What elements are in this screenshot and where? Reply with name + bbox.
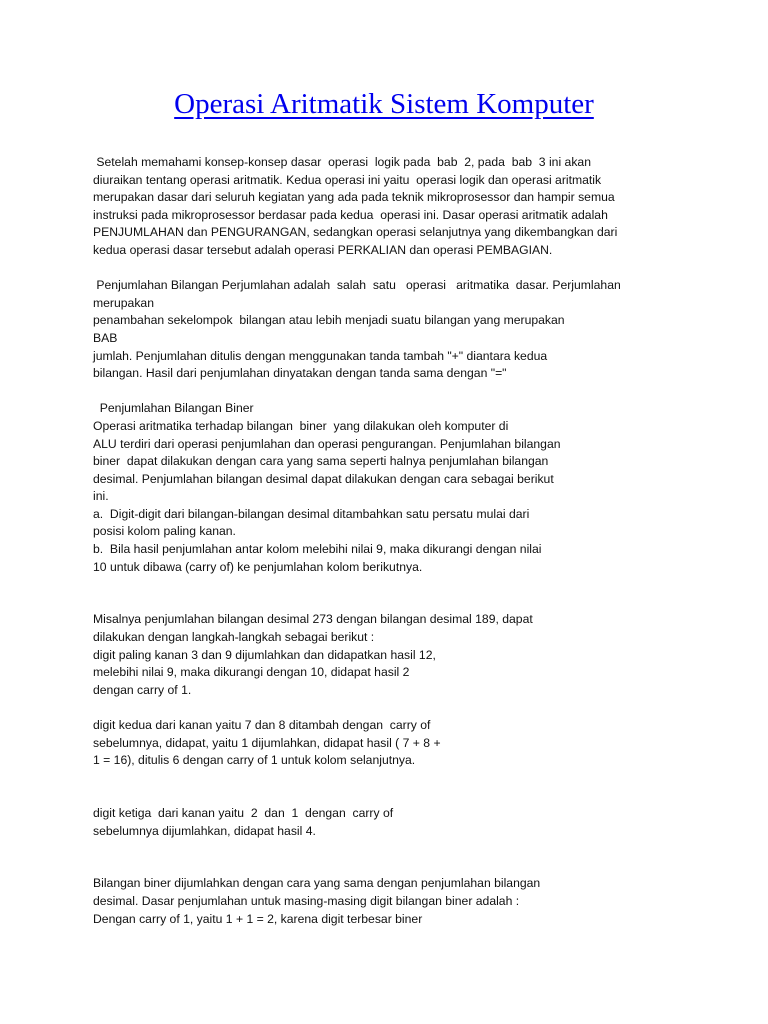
document-body (93, 154, 663, 928)
body-line: ALU terdiri dari operasi penjumlahan dan operasi pengurangan. Penjumlahan bilangan (93, 436, 561, 451)
body-line: sebelumnya, didapat, yaitu 1 dijumlahkan, didapat hasil ( 7 + 8 + (93, 735, 441, 750)
body-line: merupakan dasar dari seluruh kegiatan yang ada pada teknik mikroprosessor dan hampir semua (93, 190, 615, 205)
body-line: ini. (93, 489, 109, 504)
body-line: Operasi aritmatika terhadap bilangan biner yang dilakukan oleh komputer di (93, 418, 509, 433)
body-line: biner dapat dilakukan dengan cara yang sama seperti halnya penjumlahan bilangan (93, 454, 549, 469)
body-line: 10 untuk dibawa (carry of) ke penjumlahan kolom berikutnya. (93, 559, 423, 574)
body-line: merupakan (93, 295, 154, 310)
body-line: Bilangan biner dijumlahkan dengan cara yang sama dengan penjumlahan bilangan (93, 876, 541, 891)
blank-line (93, 858, 663, 876)
body-line: Dengan carry of 1, yaitu 1 + 1 = 2, karena digit terbesar biner (93, 911, 423, 926)
body-line: b. Bila hasil penjumlahan antar kolom melebihi nilai 9, maka dikurangi dengan nilai (93, 542, 542, 557)
body-line: Setelah memahami konsep-konsep dasar operasi logik pada bab 2, pada bab 3 ini akan (93, 155, 591, 169)
body-line: posisi kolom paling kanan. (93, 524, 236, 539)
body-line: melebihi nilai 9, maka dikurangi dengan 10, didapat hasil 2 (93, 665, 410, 680)
body-line: diuraikan tentang operasi aritmatik. Kedua operasi ini yaitu operasi logik dan operasi aritmatik (93, 172, 602, 187)
blank-line (93, 787, 663, 805)
body-line: dengan carry of 1. (93, 682, 192, 697)
blank-line (93, 260, 663, 278)
body-line: desimal. Penjumlahan bilangan desimal dapat dilakukan dengan cara sebagai berikut (93, 471, 554, 486)
body-line: sebelumnya dijumlahkan, didapat hasil 4. (93, 823, 316, 838)
document-title: Operasi Aritmatik Sistem Komputer (174, 88, 594, 120)
blank-line (93, 840, 663, 858)
blank-line (93, 770, 663, 788)
body-line: Penjumlahan Bilangan Perjumlahan adalah salah satu operasi aritmatika dasar. Perjumlahan (93, 278, 621, 293)
body-line: digit paling kanan 3 dan 9 dijumlahkan dan didapatkan hasil 12, (93, 647, 436, 662)
body-line: digit kedua dari kanan yaitu 7 dan 8 ditambah dengan carry of (93, 718, 431, 732)
body-line: digit ketiga dari kanan yaitu 2 dan 1 dengan carry of (93, 805, 394, 820)
body-line: dilakukan dengan langkah-langkah sebagai berikut : (93, 630, 375, 645)
body-line: instruksi pada mikroprosessor berdasar pada kedua operasi ini. Dasar operasi aritmatik adalah (93, 207, 608, 222)
body-line: BAB (93, 330, 118, 345)
body-line: kedua operasi dasar tersebut adalah operasi PERKALIAN dan operasi PEMBAGIAN. (93, 242, 553, 257)
body-line: jumlah. Penjumlahan ditulis dengan menggunakan tanda tambah "+" diantara kedua (93, 348, 548, 363)
body-line: bilangan. Hasil dari penjumlahan dinyatakan dengan tanda sama dengan "=" (93, 366, 507, 381)
blank-line (93, 699, 663, 717)
blank-line (93, 383, 663, 401)
blank-line (93, 594, 663, 612)
body-line: desimal. Dasar penjumlahan untuk masing-masing digit bilangan biner adalah : (93, 893, 520, 908)
body-line: penambahan sekelompok bilangan atau lebih menjadi suatu bilangan yang merupakan (93, 313, 565, 328)
body-line: PENJUMLAHAN dan PENGURANGAN, sedangkan operasi selanjutnya yang dikembangkan dari (93, 225, 618, 240)
body-line: a. Digit-digit dari bilangan-bilangan desimal ditambahkan satu persatu mulai dari (93, 506, 530, 521)
body-line: 1 = 16), ditulis 6 dengan carry of 1 untuk kolom selanjutnya. (93, 753, 416, 768)
blank-line (93, 576, 663, 594)
body-line: Penjumlahan Bilangan Biner (93, 401, 254, 416)
body-line: Misalnya penjumlahan bilangan desimal 273 dengan bilangan desimal 189, dapat (93, 612, 533, 627)
